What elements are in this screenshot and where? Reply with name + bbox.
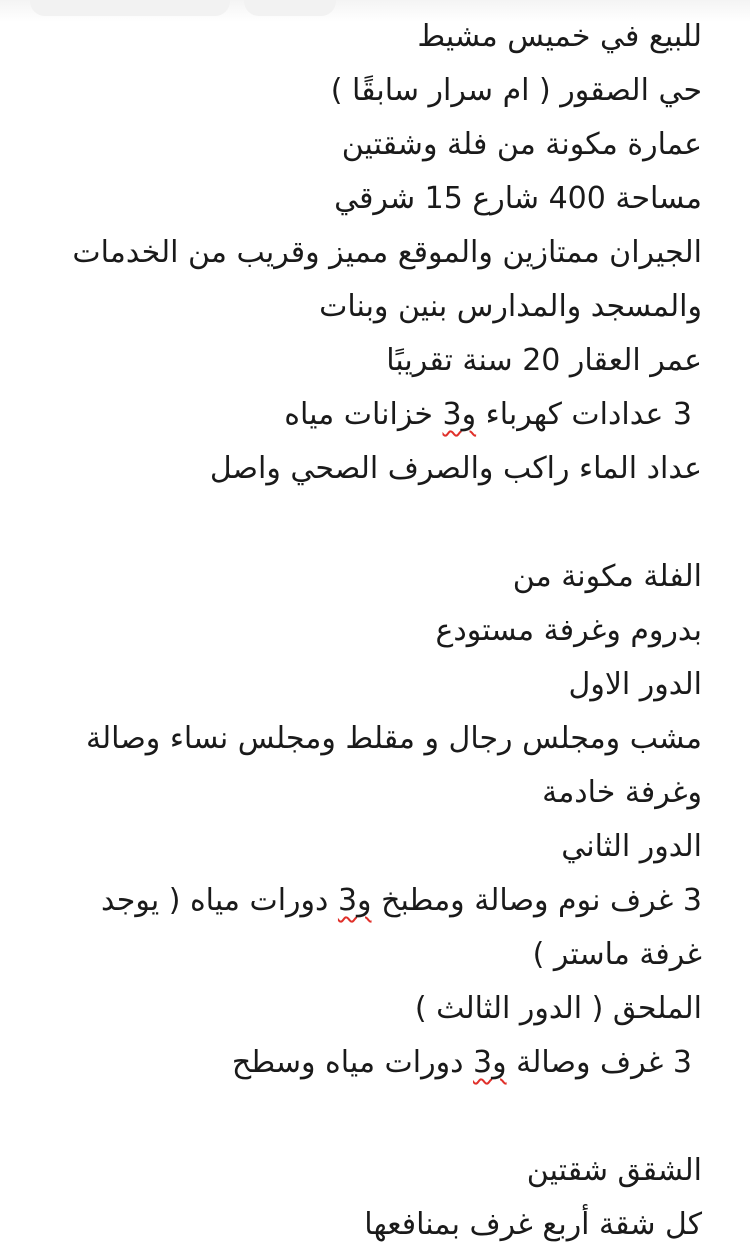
- text-fragment: 3: [682, 883, 702, 918]
- text-line: بدروم وغرفة مستودع: [435, 613, 702, 648]
- text-fragment: دورات مياه ( يوجد: [101, 883, 329, 918]
- text-fragment: و: [492, 1045, 507, 1080]
- listing-text: [30, 10, 702, 1252]
- text-line: عداد الماء راكب والصرف الصحي واصل: [209, 451, 702, 486]
- text-line: الشقق شقتين: [526, 1153, 702, 1188]
- text-line: مساحة 400 شارع 15 شرقي: [334, 181, 702, 216]
- blank-line: [30, 1090, 702, 1144]
- text-fragment: خزانات مياه: [284, 397, 433, 432]
- text-line: حي الصقور ( ام سرار سابقًا ): [330, 73, 702, 108]
- text-line: كل شقة أربع غرف بمنافعها: [364, 1207, 702, 1242]
- text-line: مشب ومجلس رجال و مقلط ومجلس نساء وصالة: [85, 721, 702, 756]
- spell-underline: [473, 1045, 507, 1080]
- text-line: [30, 1036, 702, 1090]
- text-line: الدور الثاني: [561, 829, 702, 864]
- text-line: الدور الاول: [568, 667, 702, 702]
- text-line: غرفة ماستر ): [532, 937, 702, 972]
- text-line: وغرفة خادمة: [542, 775, 702, 810]
- text-line: للبيع في خميس مشيط: [417, 19, 702, 54]
- text-line: عمر العقار 20 سنة تقريبًا: [386, 343, 702, 378]
- blank-line: [30, 496, 702, 550]
- text-line: [30, 874, 702, 928]
- text-fragment: 3: [442, 397, 462, 432]
- text-line: الملحق ( الدور الثالث ): [414, 991, 702, 1026]
- text-fragment: غرف وصالة: [516, 1045, 664, 1080]
- text-line: والمسجد والمدارس بنين وبنات: [319, 289, 702, 324]
- text-line: الجيران ممتازين والموقع مميز وقريب من الخدمات: [72, 235, 702, 270]
- text-fragment: غرف نوم وصالة ومطبخ: [381, 883, 674, 918]
- spell-underline: [338, 883, 372, 918]
- spell-underline: [443, 397, 477, 432]
- text-fragment: و: [461, 397, 477, 432]
- text-fragment: دورات مياه وسطح: [231, 1045, 464, 1080]
- text-line: [30, 388, 702, 442]
- text-line: عمارة مكونة من فلة وشقتين: [341, 127, 702, 162]
- text-fragment: 3: [473, 1045, 493, 1080]
- text-fragment: 3: [672, 397, 692, 432]
- text-fragment: و: [357, 883, 372, 918]
- text-fragment: 3: [337, 883, 358, 918]
- text-fragment: عدادات كهرباء: [485, 397, 664, 432]
- text-line: الفلة مكونة من: [512, 559, 702, 594]
- text-fragment: 3: [672, 1045, 692, 1080]
